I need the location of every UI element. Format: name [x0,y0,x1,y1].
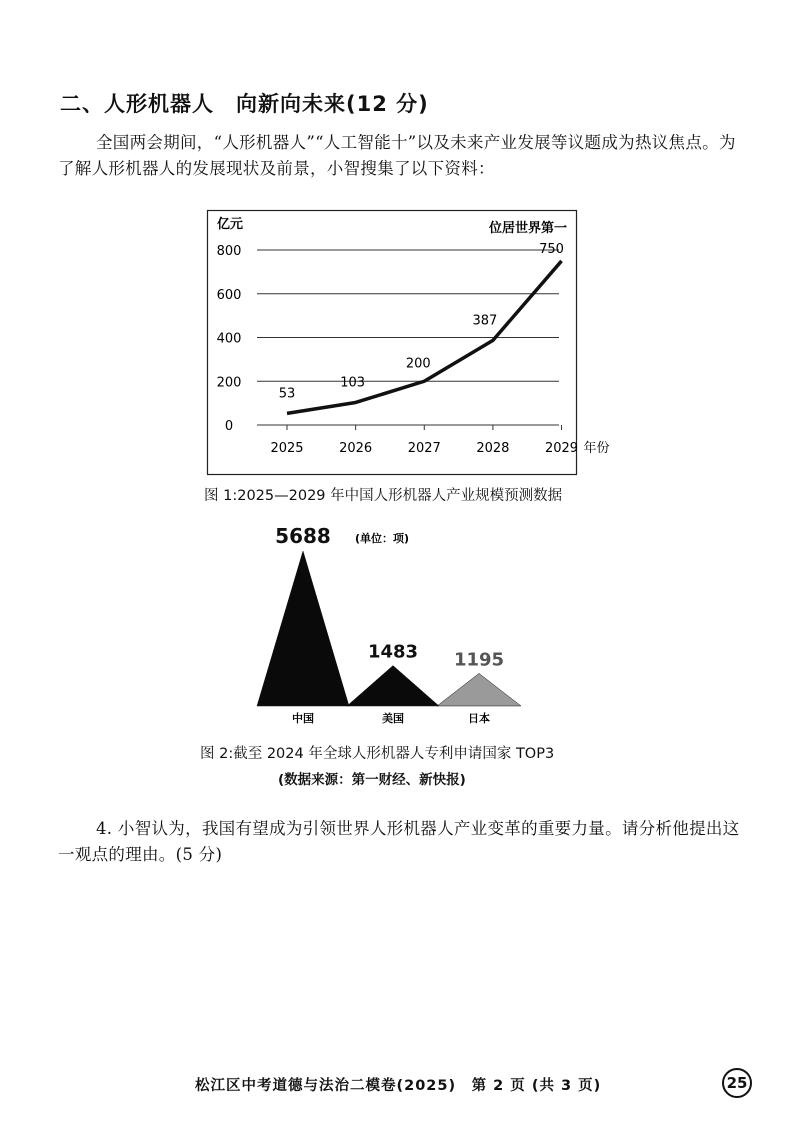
question-4: 4. 小智认为，我国有望成为引领世界人形机器人产业变革的重要力量。请分析他提出这一观点的理由。(5 分) [58,819,740,864]
value-label: 1483 [367,641,419,663]
figure2-triangle-chart [255,520,535,730]
value-label: 1195 [453,649,505,671]
category-label: 日本 [468,712,490,725]
triangle-bar [347,666,439,706]
figure1-line-chart [207,210,610,475]
category-label: 美国 [382,712,404,725]
x-tick-label: 2028 [476,441,510,456]
intro-paragraph: 全国两会期间，“人形机器人”“人工智能十”以及未来产业发展等议题成为热议焦点。为了解人形机器人的发展现状及前景，小智搜集了以下资料： [58,133,736,178]
data-label: 53 [278,386,296,402]
y-tick-label: 600 [216,287,242,303]
figure1-caption: 图 1:2025—2029 年中国人形机器人产业规模预测数据 [204,488,563,504]
data-label: 387 [472,313,498,329]
triangle-bar [437,673,521,706]
y-tick-label: 400 [216,331,242,347]
x-tick-label: 2029 [544,441,579,456]
figure2-source: (数据来源：第一财经、新快报) [278,772,466,788]
value-label: 5688 [275,524,331,548]
y-tick-label: 800 [216,244,242,259]
y-tick-label: 200 [216,375,242,391]
page-footer: 松江区中考道德与法治二模卷(2025) 第 2 页 (共 3 页) [195,1078,602,1094]
x-axis-label: 年份 [583,441,610,456]
data-label: 200 [405,356,431,372]
figure2-caption: 图 2:截至 2024 年全球人形机器人专利申请国家 TOP3 [200,746,555,762]
triangle-bar [257,551,349,706]
page-number-badge: 25 [722,1068,752,1098]
y-tick-label: 0 [224,419,234,434]
data-label: 103 [340,375,366,391]
unit-note: (单位：项) [355,532,410,545]
section-title: 二、人形机器人 向新向未来(12 分) [60,92,429,116]
category-label: 中国 [292,712,314,725]
x-tick-label: 2027 [407,441,441,456]
x-tick-label: 2026 [339,441,373,456]
chart-annotation: 位居世界第一 [488,221,567,236]
y-axis-label: 亿元 [217,217,244,232]
x-tick-label: 2025 [270,441,304,456]
data-label: 750 [539,241,564,257]
